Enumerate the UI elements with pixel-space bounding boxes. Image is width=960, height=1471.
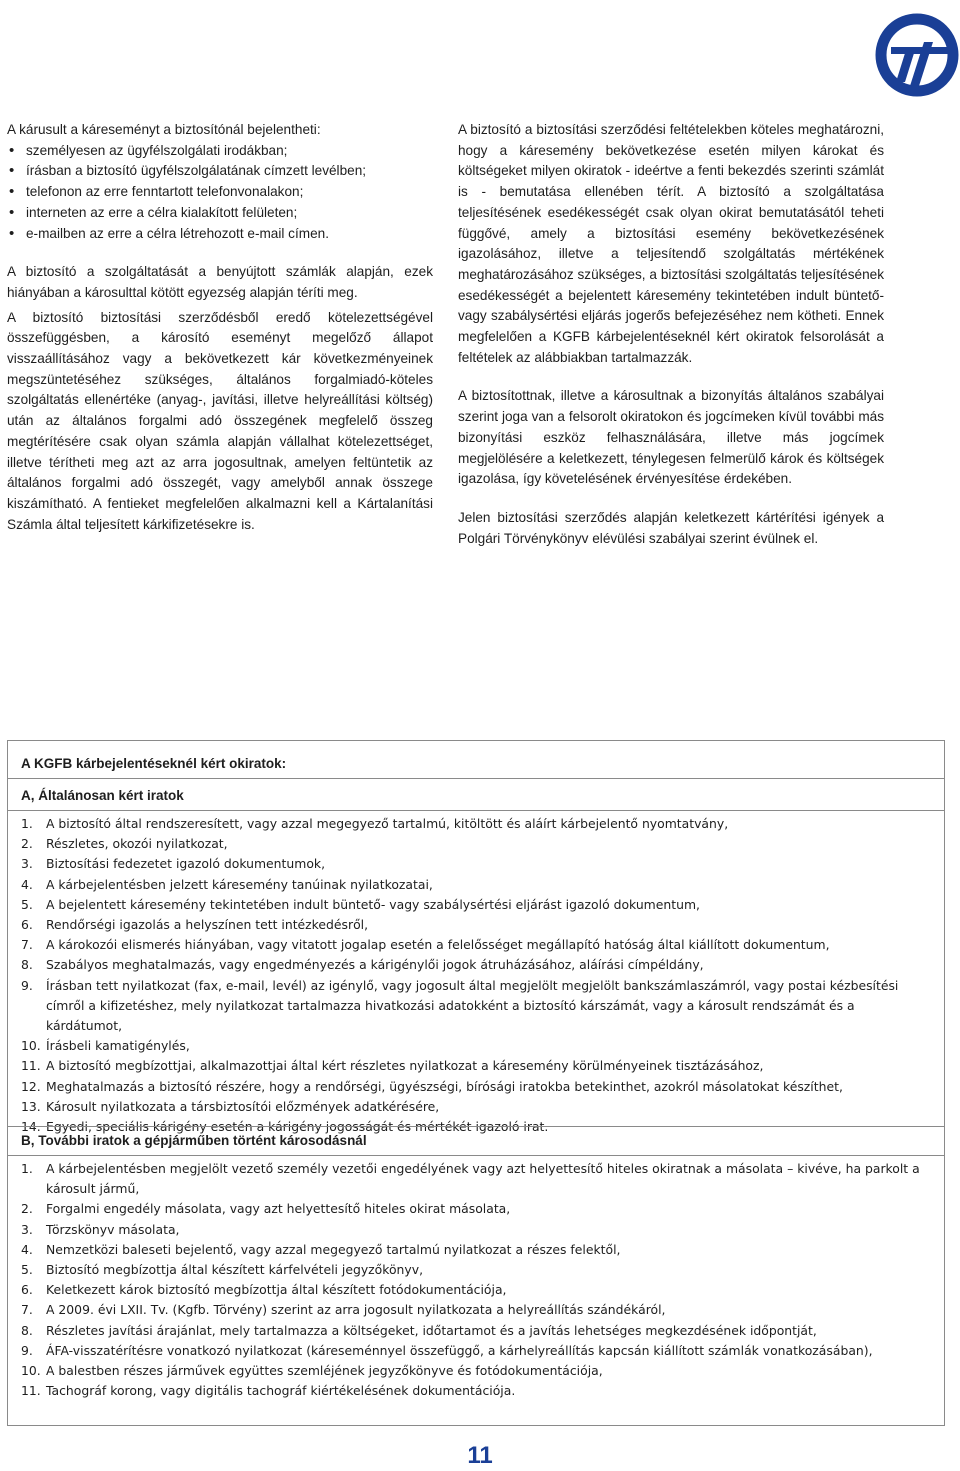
- insurer-logo-icon: [874, 12, 960, 98]
- item-text: Tachográf korong, vagy digitális tachográf kiértékelésének dokumentációja.: [46, 1383, 516, 1399]
- right-paragraph: A biztosítottnak, illetve a károsultnak a bizonyítás általános szabályai szerint joga van a felsorolt okiratokon és jogcímeken kívül további más bizonyítási eszköz felhasználására, illetve más jogcímek megjelölésére a keletkezett, ténylegesen felmerülő károk és költségek igazolása, így követelésének érvényesítése érdekében.: [458, 388, 884, 487]
- list-item: [21, 1260, 926, 1280]
- item-number: 5.: [21, 1262, 33, 1278]
- list-item: [21, 1300, 926, 1320]
- item-number: 4.: [21, 1241, 33, 1257]
- item-text: Törzskönyv másolata,: [46, 1221, 180, 1237]
- item-number: 13.: [21, 1098, 41, 1114]
- item-text: ÁFA-visszatérítésre vonatkozó nyilatkozat (káreseménnyel összefüggő, a kárhelyreállítás kapcsán kiállított számlák vonatkozásában),: [46, 1342, 873, 1358]
- item-number: 4.: [21, 876, 33, 892]
- item-text: Rendőrségi igazolás a helyszínen tett intézkedésről,: [46, 917, 369, 933]
- item-number: 2.: [21, 836, 33, 852]
- item-text: A kárbejelentésben jelzett káresemény tanúinak nyilatkozatai,: [46, 876, 433, 892]
- item-text: Meghatalmazás a biztosító részére, hogy a rendőrségi, ügyészségi, bírósági iratokba betekinthet, azokról másolatokat készíthet,: [46, 1078, 843, 1094]
- list-item: [21, 895, 926, 915]
- item-text: Írásban tett nyilatkozat (fax, e-mail, levél) az igénylő, vagy jogosult által megjelölt megjelölt bankszámlaszámról, vagy postai kézbesítési címről a kifizetéshez, mely nyilatkozat tartalmazza hivatkozási adatokként a biztosító kárszámát, vagy a károsult rendszámát és a kárdátumot,: [46, 977, 899, 1034]
- item-text: A biztosító által rendszeresített, vagy azzal megegyező tartalmú, kitöltött és aláírt kárbejelentő nyomtatvány,: [46, 816, 729, 831]
- item-number: 1.: [21, 1161, 33, 1176]
- bullet-item: • írásban a biztosító ügyfélszolgálatának címzett levélben;: [7, 161, 433, 182]
- left-paragraph: A biztosító a szolgáltatását a benyújtott számlák alapján, ezek hiányában a károsulttal kötött egyezség alapján téríti meg.: [7, 264, 433, 300]
- section-a-list: [21, 814, 926, 1137]
- item-text: A bejelentett káresemény tekintetében indult büntető- vagy szabálysértési eljárást igazoló dokumentum,: [46, 896, 700, 912]
- item-number: 6.: [21, 1282, 33, 1298]
- required-documents-box: [7, 740, 945, 1426]
- item-number: 3.: [21, 856, 33, 872]
- list-item: [21, 1280, 926, 1300]
- right-paragraph: Jelen biztosítási szerződés alapján keletkezett kártérítési igények a Polgári Törvénykönyv elévülési szabályai szerint évülnek el.: [458, 509, 884, 546]
- item-number: 7.: [21, 1302, 33, 1318]
- box-title: A KGFB kárbejelentéseknél kért okiratok:: [21, 756, 287, 771]
- item-text: A biztosító megbízottjai, alkalmazottjai által kért részletes nyilatkozat a káresemény körülményeinek tisztázásához,: [46, 1058, 764, 1074]
- item-number: 6.: [21, 917, 33, 933]
- item-number: 5.: [21, 896, 33, 912]
- list-item: [21, 1381, 926, 1401]
- item-number: 11.: [21, 1383, 41, 1399]
- item-text: Írásbeli kamatigénylés,: [46, 1038, 190, 1054]
- item-number: 11.: [21, 1058, 41, 1074]
- report-channels-list: [7, 141, 433, 245]
- item-text: Részletes javítási árajánlat, mely tartalmazza a költségeket, időtartamot és a javítás lehetséges megkezdésének időpontját,: [46, 1322, 817, 1338]
- divider: [8, 1126, 944, 1127]
- item-text: A károkozói elismerés hiányában, vagy vitatott jogalap esetén a felelősséget megállapító hatóság által kiállított dokumentum,: [46, 937, 830, 953]
- list-item: [21, 935, 926, 955]
- item-text: Egyedi, speciális kárigény esetén a kárigény jogosságát és mértékét igazoló irat.: [46, 1119, 549, 1135]
- divider: [8, 1155, 944, 1156]
- item-number: 8.: [21, 1322, 33, 1338]
- section-a-heading: A, Általánosan kért iratok: [21, 788, 184, 803]
- list-item: [21, 1199, 926, 1219]
- section-b-list: [21, 1159, 926, 1401]
- list-item: [21, 1159, 926, 1199]
- list-item: [21, 1341, 926, 1361]
- left-paragraph: A biztosító biztosítási szerződésből eredő kötelezettségével összefüggésben, a károsító eseményt megelőző állapot visszaállításához vagy a bekövetkezett kár következményeinek megszüntetéséhez szükséges, általános forgalmiadó-köteles szolgáltatás ellenértéke (anyag-, javítási, illetve helyreállítási költség) után az általános forgalmi adó összegének megfelelő összeg megtérítésére csak olyan számla alapján vállalhat kötelezettséget, illetve térítheti meg azt az arra jogosultnak, amelyen feltüntetik az általános forgalmi adó összegét, vagy amelyből annak összege kiszámítható. A fentieket megfelelően alkalmazni kell a Kártalanítási Számla által teljesített kárkifizetésekre is.: [7, 309, 433, 532]
- list-item: [21, 955, 926, 975]
- item-text: Biztosító megbízottja által készített kárfelvételi jegyzőkönyv,: [46, 1262, 424, 1278]
- item-text: Biztosítási fedezetet igazoló dokumentumok,: [46, 856, 326, 872]
- item-text: A 2009. évi LXII. Tv. (Kgfb. Törvény) szerint az arra jogosult nyilatkozata a helyreállítás szándékáról,: [46, 1302, 666, 1318]
- list-item: [21, 854, 926, 874]
- item-number: 8.: [21, 957, 33, 973]
- item-text: Részletes, okozói nyilatkozat,: [46, 836, 228, 852]
- list-item: [21, 1097, 926, 1117]
- item-text: Keletkezett károk biztosító megbízottja által készített fotódokumentációja,: [46, 1282, 507, 1298]
- item-text: Forgalmi engedély másolata, vagy azt helyettesítő hiteles okirat másolata,: [46, 1201, 511, 1217]
- right-paragraph: A biztosító a biztosítási szerződési feltételekben köteles meghatározni, hogy a káresemény bekövetkezése esetén milyen károkat és költségeket milyen okiratok - ideértve a fenti bekezdés szerinti számlát is - bemutatása ellenében térít. A biztosító a szolgáltatása teljesítésének esedékességét csak olyan okirat bemutatásától teheti függővé, amely a biztosítási esemény bekövetkezésének igazolásához, illetve a teljesítendő szolgáltatás mértékének meghatározásához szükséges, a biztosítási szolgáltatás teljesítésének esedékességét a bejelentett káresemény tekintetében indult büntető- vagy szabálysértési eljárás jogerős befejezéséhez nem kötheti. Ennek megfelelően a KGFB kárbejelentéseknél kért okiratok felsorolását a feltételek az alábbiakban tartalmazzák.: [458, 122, 884, 365]
- item-number: 1.: [21, 816, 33, 831]
- list-item: [21, 1240, 926, 1260]
- divider: [8, 810, 944, 811]
- list-item: [21, 915, 926, 935]
- bullet-item: • interneten az erre a célra kialakított felületen;: [7, 203, 433, 224]
- list-item: [21, 1220, 926, 1240]
- item-text: A kárbejelentésben megjelölt vezető személy vezetői engedélyének vagy azt helyettesítő hiteles okiratnak a másolata – kivéve, ha parkolt a károsult jármű,: [46, 1161, 920, 1197]
- list-item: [21, 1036, 926, 1056]
- item-text: A balestben részes járművek együttes szemléjének jegyzőkönyve és fotódokumentációja,: [46, 1363, 603, 1379]
- list-item: [21, 976, 926, 1037]
- list-item: [21, 814, 926, 834]
- divider: [8, 778, 944, 779]
- item-number: 12.: [21, 1078, 41, 1094]
- item-number: 14.: [21, 1119, 41, 1135]
- item-text: Szabályos meghatalmazás, vagy engedményezés a kárigénylői jogok átruházásához, aláírási címpéldány,: [46, 957, 704, 973]
- list-item: [21, 1056, 926, 1076]
- item-number: 9.: [21, 977, 33, 993]
- item-number: 10.: [21, 1038, 41, 1054]
- item-number: 9.: [21, 1342, 33, 1358]
- list-item: [21, 875, 926, 895]
- list-item: [21, 834, 926, 854]
- page-number: 11: [467, 1442, 493, 1469]
- bullet-item: • e-mailben az erre a célra létrehozott e-mail címen.: [7, 224, 433, 245]
- bullet-item: • telefonon az erre fenntartott telefonvonalakon;: [7, 182, 433, 203]
- item-number: 7.: [21, 937, 33, 953]
- list-item: [21, 1077, 926, 1097]
- item-text: Károsult nyilatkozata a társbiztosítói előzmények adatkérésére,: [46, 1098, 440, 1114]
- item-number: 2.: [21, 1201, 33, 1217]
- list-item: [21, 1321, 926, 1341]
- left-intro: A kárusult a káreseményt a biztosítónál bejelentheti:: [7, 122, 321, 137]
- item-number: 3.: [21, 1221, 33, 1237]
- list-item: [21, 1361, 926, 1381]
- bullet-item: • személyesen az ügyfélszolgálati irodákban;: [7, 141, 433, 162]
- right-column: [458, 120, 884, 549]
- item-number: 10.: [21, 1363, 41, 1379]
- left-column: [7, 120, 433, 535]
- item-text: Nemzetközi baleseti bejelentő, vagy azzal megegyező tartalmú nyilatkozat a részes felektől,: [46, 1241, 621, 1257]
- section-b-heading: B, További iratok a gépjárműben történt károsodásnál: [21, 1133, 367, 1148]
